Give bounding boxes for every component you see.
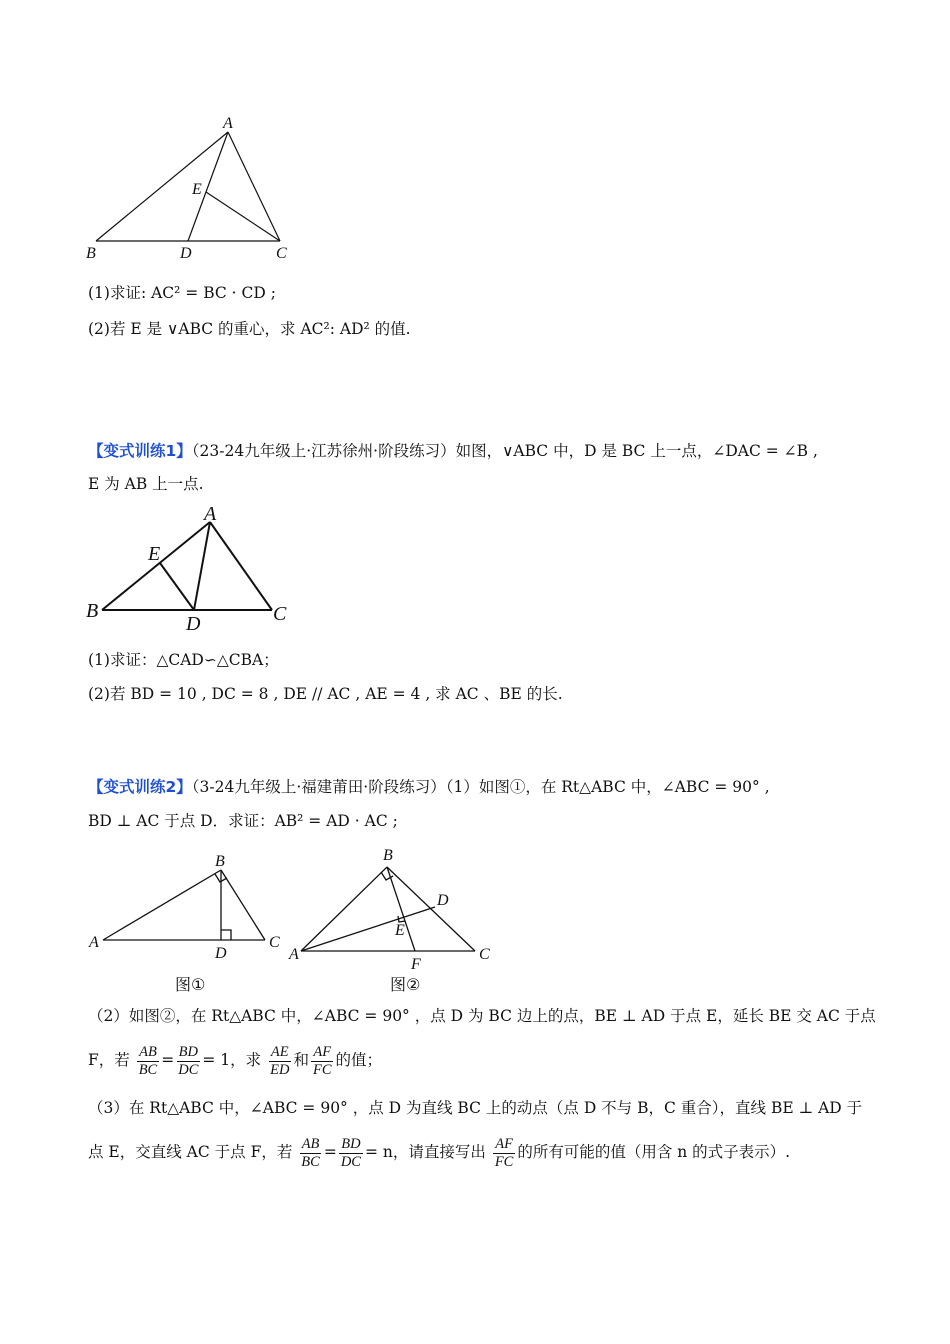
f1-label-A: A (89, 934, 99, 951)
v1-label-D: D (186, 613, 201, 635)
p3-frac2-num: BD (341, 1135, 361, 1152)
p2-frac3-num: AE (270, 1043, 289, 1060)
p2-frac2-num: BD (178, 1043, 198, 1060)
v1-label-B: B (86, 600, 99, 622)
variant2-line2: BD ⊥ AC 于点 D．求证：AB² = AD · AC ; (88, 812, 398, 830)
p2-frac4-den: FC (312, 1061, 332, 1078)
figure-variant2-fig2 (285, 845, 500, 973)
variant2-part2-line2 (88, 1040, 382, 1080)
p2-frac2-den: DC (178, 1061, 199, 1078)
problem1-q1: (1)求证: AC² = BC · CD ; (88, 284, 276, 302)
p2-frac1-num: AB (139, 1043, 157, 1060)
p2-text-b: = 1，求 (202, 1051, 262, 1069)
p2-text-a: F，若 (88, 1051, 130, 1069)
v1-label-E: E (148, 543, 161, 565)
p3-frac1-num: AB (301, 1135, 320, 1152)
label-B: B (86, 245, 96, 262)
p2-and: 和 (293, 1051, 309, 1069)
p3-frac3-num: AF (495, 1135, 513, 1152)
f2-label-A: A (289, 946, 299, 963)
label-E: E (192, 181, 202, 198)
label-C: C (276, 245, 287, 262)
p2-frac-bd-dc (176, 1044, 200, 1079)
variant1-stem: （23-24九年级上·江苏徐州·阶段练习）如图，∨ABC 中，D 是 BC 上一点，∠DAC = ∠B , (191, 442, 818, 460)
p2-frac3-den: ED (270, 1061, 290, 1078)
p3-text-c: 的所有可能的值（用含 n 的式子表示）. (517, 1143, 791, 1161)
f2-label-B: B (383, 847, 393, 864)
p3-eq: = (323, 1143, 337, 1161)
p3-frac-af-fc (493, 1136, 516, 1171)
f2-label-E: E (395, 922, 405, 939)
figure-1-triangle (80, 110, 320, 270)
label-A: A (223, 115, 233, 132)
p3-frac3-den: FC (494, 1153, 514, 1170)
label-D: D (180, 245, 192, 262)
variant2-part3-line1: （3）在 Rt△ABC 中，∠ABC = 90° ，点 D 为直线 BC 上的动点（点 D 不与 B，C 重合），直线 BE ⊥ AD 于 (88, 1099, 863, 1117)
figure-variant1-triangle (80, 500, 310, 635)
p3-text-a: 点 E，交直线 AC 于点 F，若 (88, 1143, 293, 1161)
p2-frac-ab-bc (137, 1044, 160, 1079)
f1-label-D: D (215, 945, 227, 962)
variant1-line2: E 为 AB 上一点. (88, 475, 204, 493)
caption-fig2: 图② (390, 975, 421, 994)
variant1-q2: (2)若 BD = 10 , DC = 8 , DE // AC , AE = 4 , 求 AC 、BE 的长. (88, 685, 563, 703)
p2-frac1-den: BC (138, 1061, 158, 1078)
variant2-part3-line2 (88, 1132, 790, 1172)
f1-label-B: B (215, 853, 225, 870)
f2-label-C: C (479, 946, 490, 963)
v1-label-C: C (273, 603, 287, 625)
f2-label-F: F (411, 956, 421, 973)
variant2-tag: 【变式训练2】 (88, 778, 192, 796)
figure-variant2-fig1 (85, 850, 295, 960)
variant2-part2-line1: （2）如图②，在 Rt△ABC 中，∠ABC = 90° ，点 D 为 BC 边上的点，BE ⊥ AD 于点 E，延长 BE 交 AC 于点 (88, 1007, 876, 1025)
variant2-line1 (88, 776, 770, 798)
variant2-stem: （3-24九年级上·福建莆田·阶段练习）（1）如图①，在 Rt△ABC 中，∠ABC = 90° , (191, 778, 770, 796)
problem1-q2: (2)若 E 是 ∨ABC 的重心，求 AC²: AD² 的值. (88, 320, 411, 338)
variant1-tag: 【变式训练1】 (88, 442, 192, 460)
p2-frac4-num: AF (313, 1043, 332, 1060)
p3-frac1-den: BC (301, 1153, 320, 1170)
f1-label-C: C (269, 934, 280, 951)
f2-label-D: D (437, 892, 449, 909)
p2-frac-ae-ed (268, 1044, 291, 1079)
p2-frac-af-fc (311, 1044, 334, 1079)
caption-fig1: 图① (175, 975, 206, 994)
variant1-line1 (88, 440, 818, 462)
p3-frac-bd-dc (339, 1136, 363, 1171)
variant1-q1: (1)求证：△CAD∽△CBA； (88, 651, 279, 669)
p2-eq: = (161, 1051, 175, 1069)
p3-frac-ab-bc (299, 1136, 322, 1171)
p2-text-c: 的值； (335, 1051, 383, 1069)
p3-frac2-den: DC (340, 1153, 361, 1170)
v1-label-A: A (204, 503, 217, 525)
p3-text-b: = n，请直接写出 (364, 1143, 486, 1161)
